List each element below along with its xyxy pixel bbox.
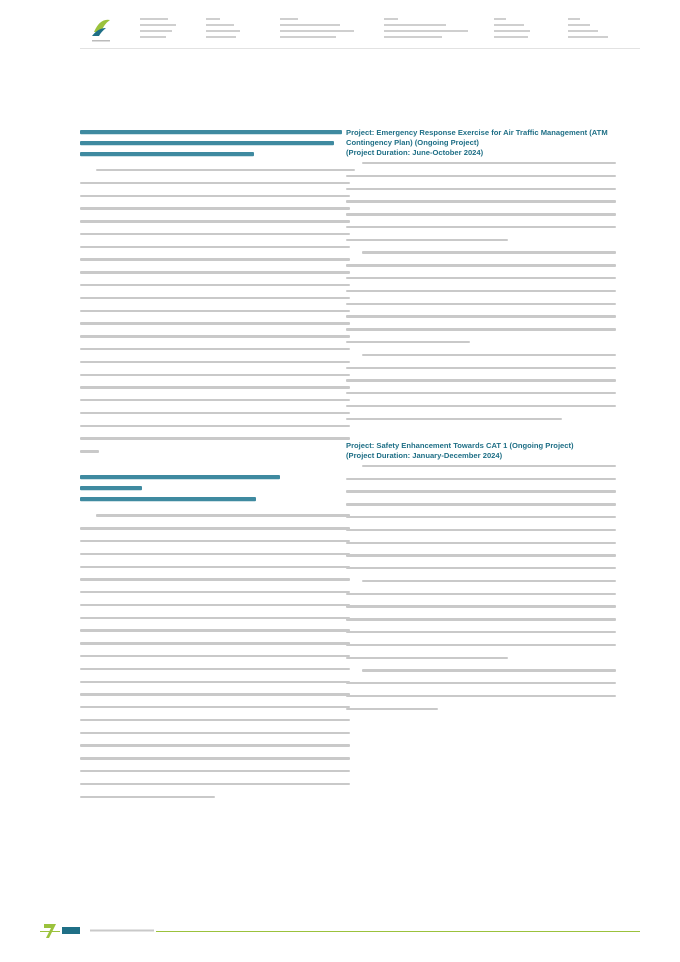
nav-text-lines (140, 18, 620, 44)
footer-mark-icon (42, 922, 58, 940)
footer-label-lines (60, 927, 156, 935)
left-section-2-heading (80, 473, 350, 505)
left-section-1 (80, 128, 350, 459)
right-section-1-body (346, 162, 616, 427)
footer (0, 922, 680, 940)
right-column (346, 128, 616, 731)
header-divider (80, 48, 640, 49)
left-section-2 (80, 473, 350, 804)
right-section-2-period: (Project Duration: January-December 2024) (346, 450, 503, 460)
right-section-2 (346, 441, 616, 717)
right-section-1-period: (Project Duration: June-October 2024) (346, 148, 484, 157)
left-section-1-body (80, 169, 350, 459)
left-column (80, 128, 350, 819)
logo-icon (90, 14, 112, 44)
right-section-1 (346, 128, 616, 427)
right-section-2-body (346, 465, 616, 717)
left-section-1-heading (80, 128, 350, 160)
left-section-2-body (80, 514, 350, 804)
right-section-2-heading: Project: Safety Enhancement Towards CAT 1 (Ongoing Project) (346, 440, 574, 450)
right-section-1-heading: Project: Emergency Response Exercise for Air Traffic Management (ATM Contingency Plan) (Ongoing Project) (346, 128, 608, 147)
